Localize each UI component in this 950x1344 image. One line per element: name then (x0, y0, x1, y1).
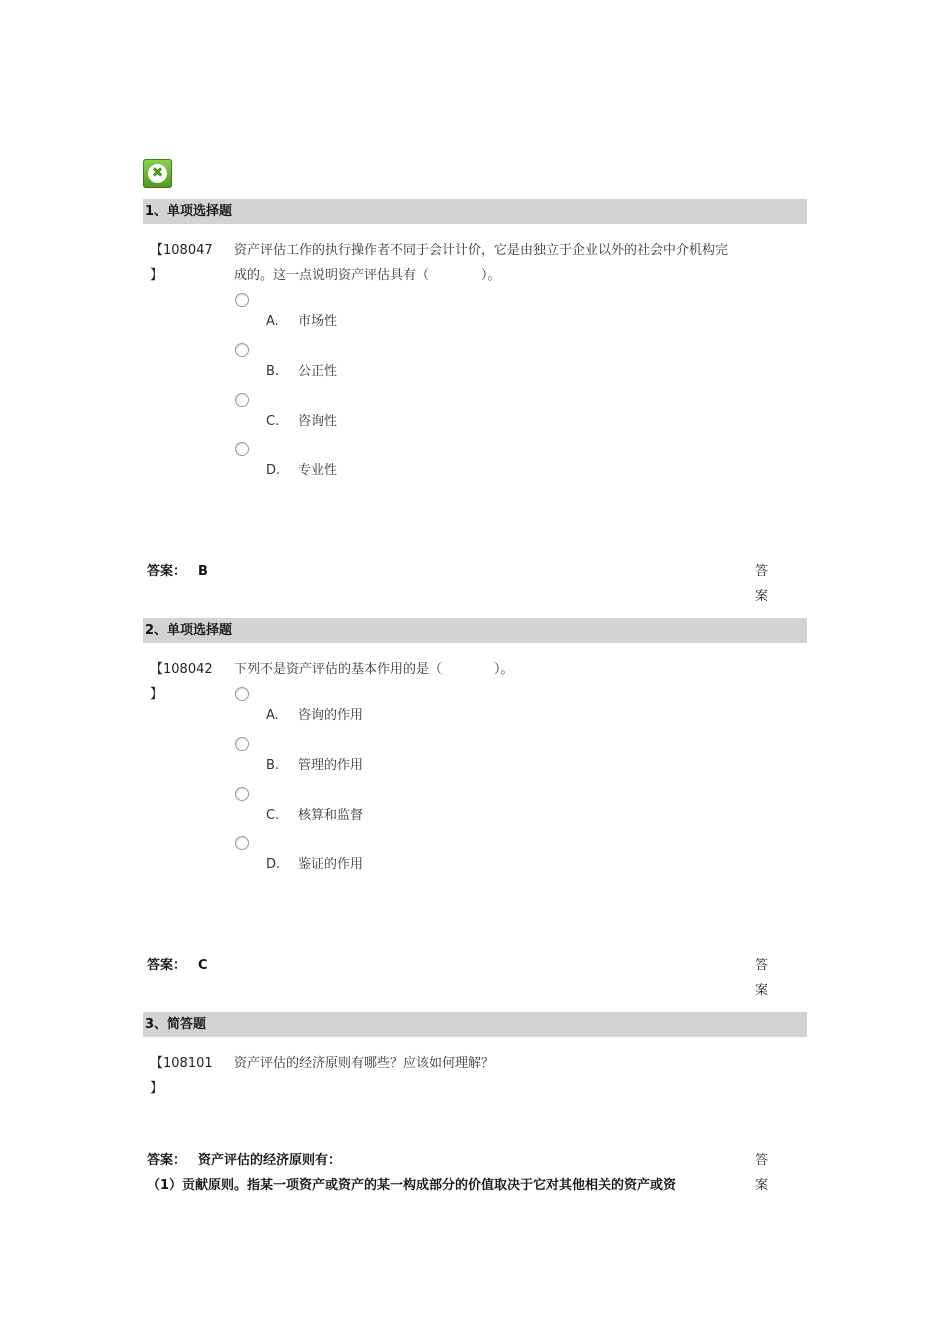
option-1c: C. 咨询性 (266, 414, 338, 429)
option-2a: A. 咨询的作用 (266, 708, 364, 723)
answer-value-3: 资产评估的经济原则有： (198, 1153, 342, 1168)
question-header-3: 3、简答题 (143, 1012, 807, 1037)
option-2b: B. 管理的作用 (266, 758, 364, 773)
question-id-1: 【108047 】 (150, 243, 213, 283)
question-header-1: 1、单项选择题 (143, 199, 807, 224)
answer-toggle-2[interactable]: 答案 (755, 958, 769, 998)
option-radio-2a[interactable] (235, 687, 249, 701)
answer-value-2: C (198, 958, 208, 973)
close-button[interactable] (143, 159, 172, 188)
option-radio-1d[interactable] (235, 442, 249, 456)
option-radio-2d[interactable] (235, 836, 249, 850)
answer-label-3: 答案： (147, 1153, 187, 1168)
option-radio-1a[interactable] (235, 293, 249, 307)
question-stem-2: 下列不是资产评估的基本作用的是（ ）。 (234, 662, 514, 677)
question-id-2: 【108042 】 (150, 662, 213, 702)
answer-text-line-3: （1）贡献原则。指某一项资产或资产的某一构成部分的价值取决于它对其他相关的资产或资 (147, 1178, 677, 1193)
option-radio-2b[interactable] (235, 737, 249, 751)
close-icon: ✖ (148, 164, 167, 183)
question-header-2: 2、单项选择题 (143, 618, 807, 643)
answer-toggle-1[interactable]: 答案 (755, 564, 769, 604)
answer-value-1: B (198, 564, 208, 579)
question-stem-1: 资产评估工作的执行操作者不同于会计计价，它是由独立于企业以外的社会中介机构完成的。这一点说明资产评估具有（ ）。 (234, 243, 729, 283)
option-1a: A. 市场性 (266, 314, 338, 329)
option-2c: C. 核算和监督 (266, 808, 364, 823)
answer-toggle-3[interactable]: 答案 (755, 1153, 769, 1193)
option-radio-1b[interactable] (235, 343, 249, 357)
option-radio-1c[interactable] (235, 393, 249, 407)
option-radio-2c[interactable] (235, 787, 249, 801)
option-2d: D. 鉴证的作用 (266, 857, 364, 872)
question-id-3: 【108101 】 (150, 1056, 213, 1096)
option-1d: D. 专业性 (266, 463, 338, 478)
option-1b: B. 公正性 (266, 364, 338, 379)
answer-label-1: 答案： (147, 564, 187, 579)
question-stem-3: 资产评估的经济原则有哪些？应该如何理解？ (234, 1056, 495, 1071)
answer-label-2: 答案： (147, 958, 187, 973)
